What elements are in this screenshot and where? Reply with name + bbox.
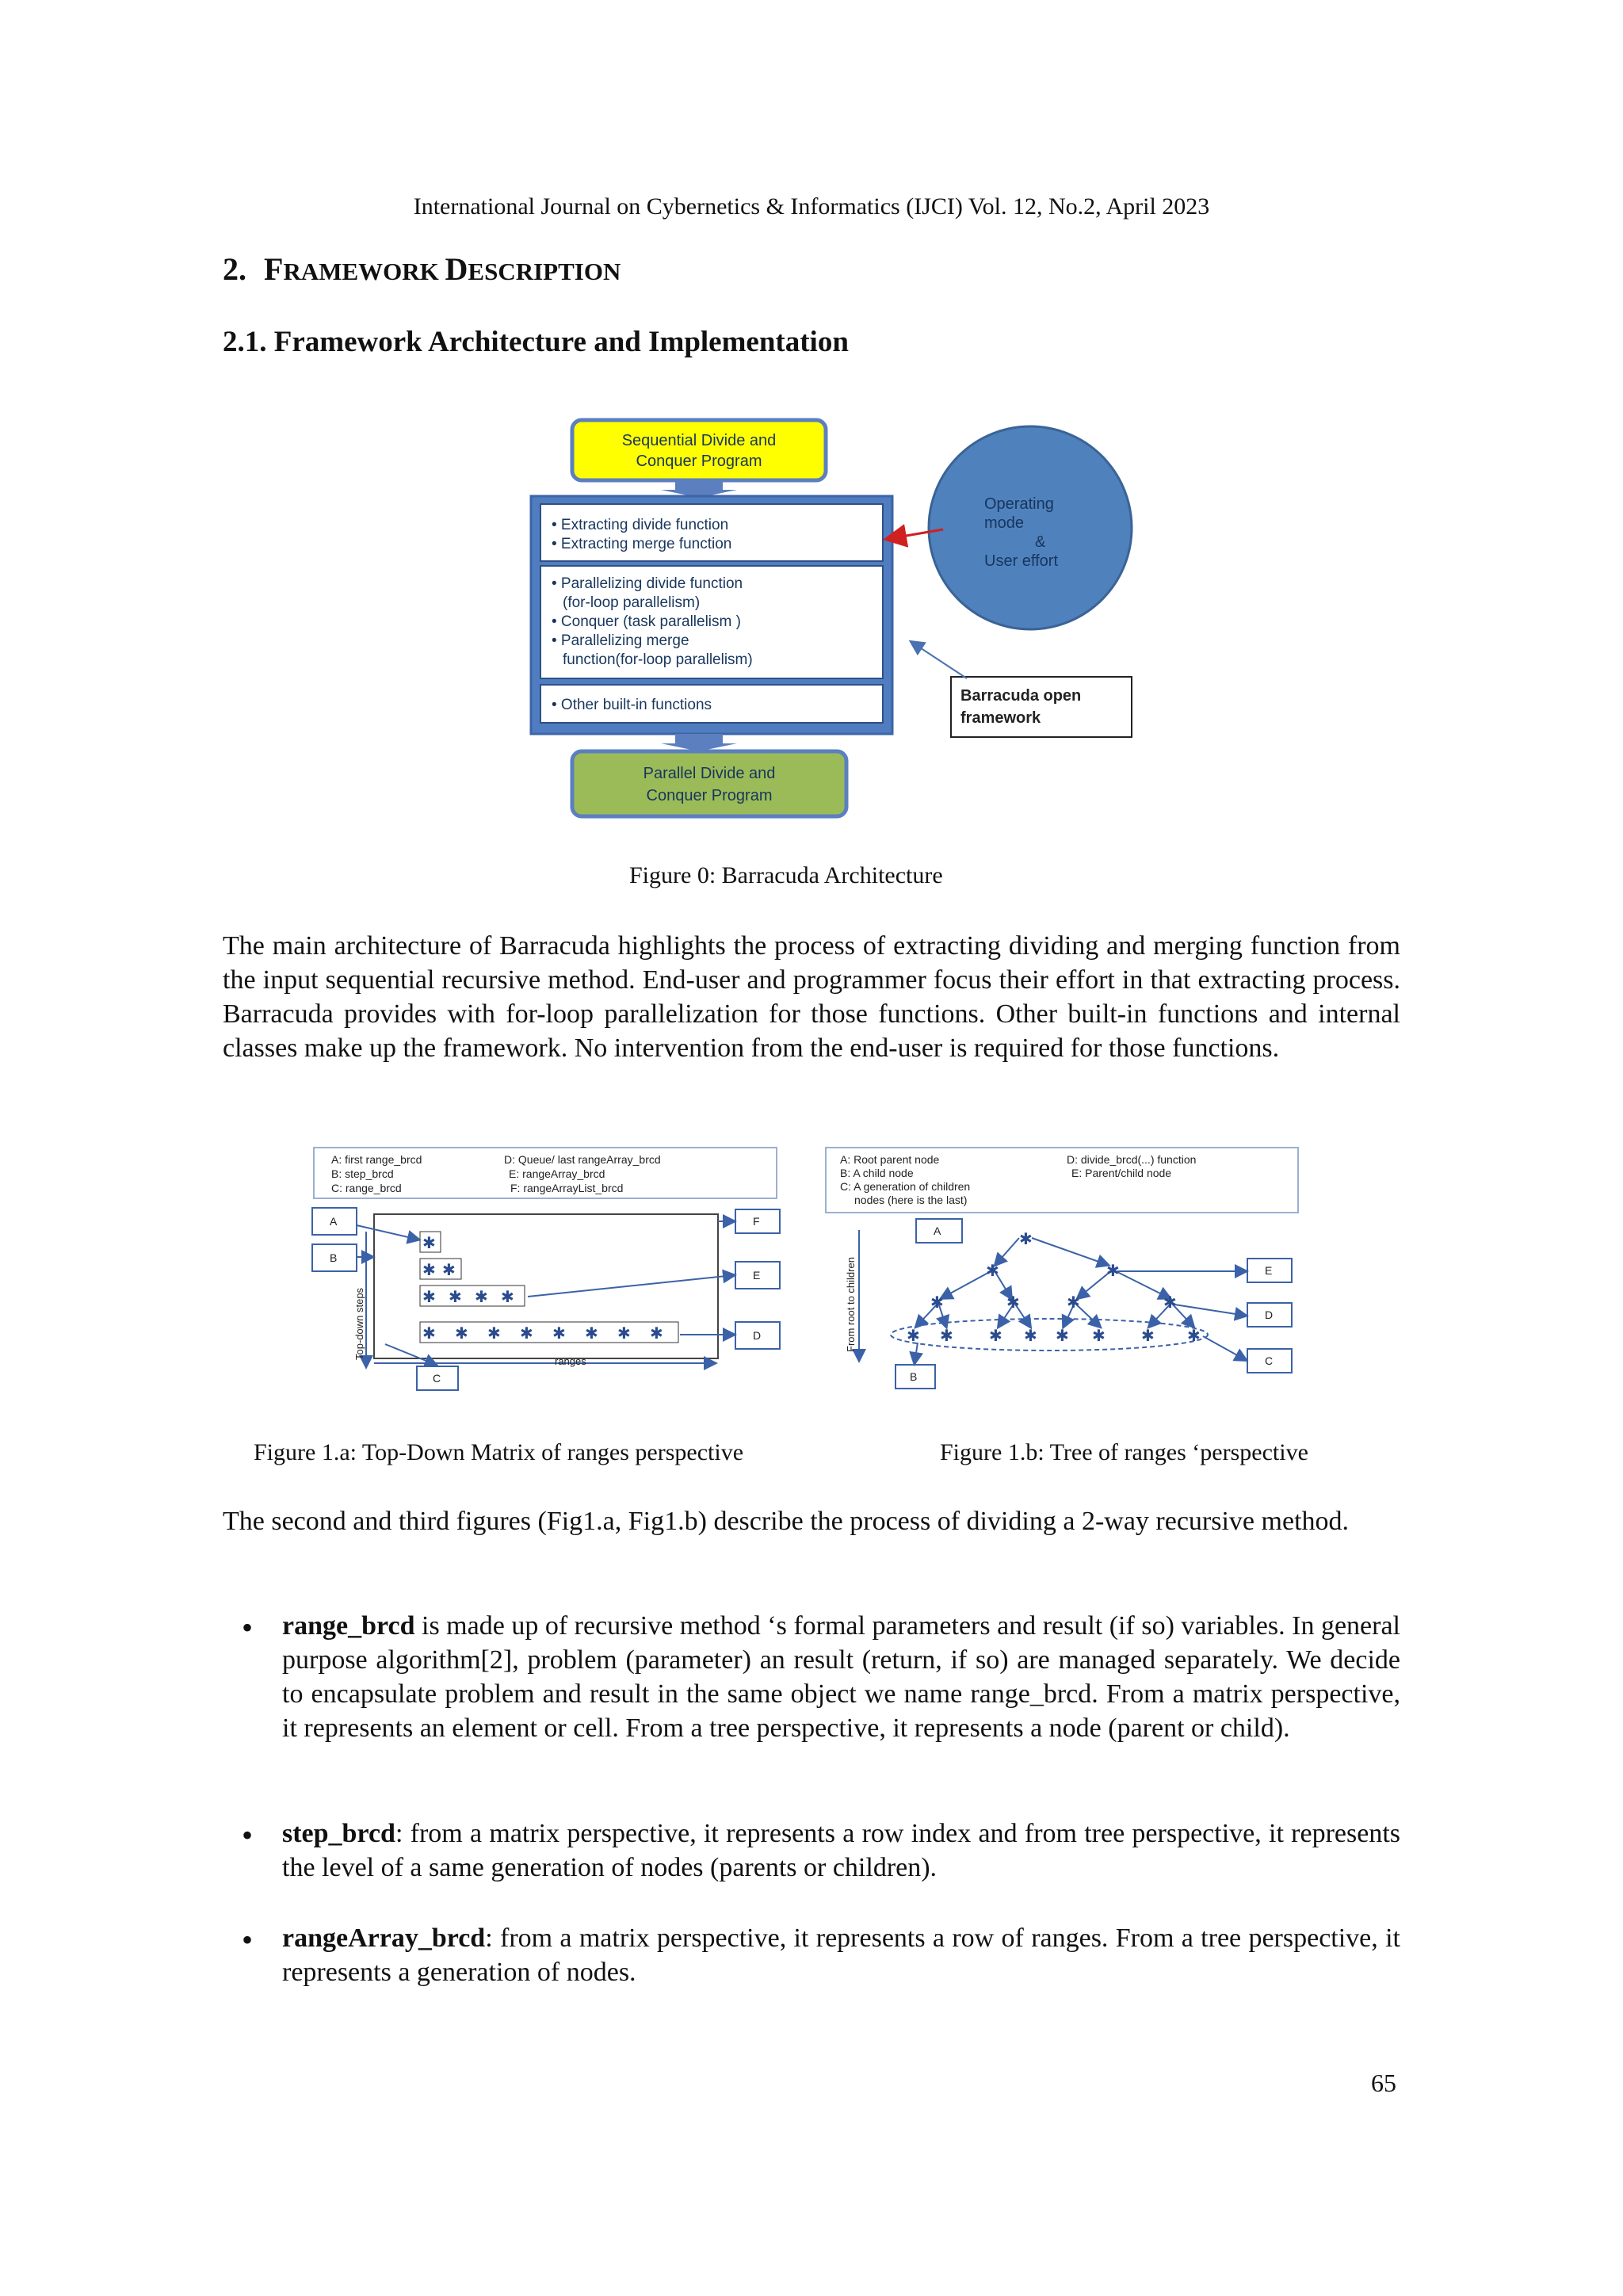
section2-line1: • Parallelizing divide function <box>552 575 743 592</box>
cell-icon: ✱ <box>501 1289 514 1306</box>
node-icon: ✱ <box>1092 1328 1106 1345</box>
node-icon: ✱ <box>1141 1328 1155 1345</box>
cell-icon: ✱ <box>520 1325 533 1343</box>
label-c: C <box>1265 1354 1274 1367</box>
cell-icon: ✱ <box>617 1325 631 1343</box>
section1-line2: • Extracting merge function <box>552 536 732 552</box>
cell-icon: ✱ <box>422 1262 436 1279</box>
section-title-cap2: D <box>445 251 468 287</box>
legend-c: C: A generation of children <box>840 1180 971 1193</box>
legend-d: D: divide_brcd(...) function <box>1067 1153 1197 1166</box>
y-axis-label: Top-down steps <box>353 1287 365 1360</box>
bullet-text: : from a matrix perspective, it represents a row of ranges. From a tree perspective, it represents a generation of nodes. <box>282 1924 1400 1987</box>
node-icon: ✱ <box>1019 1231 1033 1248</box>
generation-ellipse <box>891 1319 1208 1350</box>
circle-line4: User effort <box>984 552 1058 570</box>
paragraph-1: The main architecture of Barracuda highlights the process of extracting dividing and merging function from the input sequential recursive method. End-user and programmer focus their effort in that extracting process. Barracuda provides with for-loop parallelization for those functions. Other built-in functions and internal classes make up the framework. No intervention from the end-user is required for those functions. <box>223 931 1400 1063</box>
figure1a-matrix-diagram <box>309 1146 785 1393</box>
arrow-e-icon <box>528 1275 734 1297</box>
section2-line3: • Conquer (task parallelism ) <box>552 613 741 630</box>
bullet-item-range-brcd <box>282 1609 1400 1745</box>
legend-e: E: Parent/child node <box>1071 1167 1172 1179</box>
label-a: A <box>330 1215 338 1228</box>
down-arrow-icon <box>661 734 737 751</box>
legend-c2: nodes (here is the last) <box>854 1194 968 1206</box>
barracuda-line2: framework <box>960 709 1041 727</box>
sequential-program-box <box>572 420 826 480</box>
label-c: C <box>433 1372 441 1385</box>
legend-a: A: Root parent node <box>840 1153 940 1166</box>
bullet-item-rangearray-brcd <box>282 1921 1400 1989</box>
node-icon: ✱ <box>1024 1328 1037 1345</box>
barracuda-framework-box <box>951 677 1132 737</box>
section3-line1: • Other built-in functions <box>552 697 712 713</box>
barracuda-line1: Barracuda open <box>960 687 1082 705</box>
cell-icon: ✱ <box>422 1235 436 1252</box>
legend-b: B: step_brcd <box>331 1167 394 1180</box>
tree-nodes <box>907 1231 1201 1345</box>
cell-icon: ✱ <box>455 1325 468 1343</box>
operating-mode-circle <box>929 426 1132 629</box>
arrow-c-icon <box>385 1344 436 1365</box>
bullet-item-step-brcd <box>282 1817 1400 1885</box>
top-box-line2: Conquer Program <box>636 453 762 470</box>
legend-c: C: range_brcd <box>331 1182 402 1194</box>
circle-line3: & <box>1035 533 1046 551</box>
node-icon: ✱ <box>1106 1263 1120 1280</box>
legend-d: D: Queue/ last rangeArray_brcd <box>504 1153 661 1166</box>
page-number: 65 <box>1371 2069 1396 2097</box>
figure0-caption: Figure 0: Barracuda Architecture <box>629 862 943 888</box>
cell-icon: ✱ <box>650 1325 663 1343</box>
label-d: D <box>1265 1308 1274 1321</box>
cell-icon: ✱ <box>422 1325 436 1343</box>
node-icon: ✱ <box>1163 1294 1177 1312</box>
bullet-marker: • <box>242 1817 254 1853</box>
cell-icon: ✱ <box>552 1325 566 1343</box>
bullet-text: : from a matrix perspective, it represents a row index and from tree perspective, it represents the level of a same generation of nodes (parents or children). <box>282 1819 1400 1882</box>
node-icon: ✱ <box>989 1328 1002 1345</box>
legend-e: E: rangeArray_brcd <box>509 1167 605 1180</box>
node-icon: ✱ <box>1187 1328 1201 1345</box>
node-icon: ✱ <box>940 1328 953 1345</box>
top-box-line1: Sequential Divide and <box>621 432 777 449</box>
label-a: A <box>934 1224 941 1237</box>
journal-header: International Journal on Cybernetics & Informatics (IJCI) Vol. 12, No.2, April 2023 <box>413 193 1210 220</box>
cell-icon: ✱ <box>585 1325 598 1343</box>
legend-f: F: rangeArrayList_brcd <box>510 1182 624 1194</box>
node-icon: ✱ <box>1067 1294 1080 1312</box>
label-f: F <box>753 1215 760 1228</box>
section-title-cap1: F <box>264 251 284 287</box>
cell-icon: ✱ <box>449 1289 462 1306</box>
y-axis-label: From root to children <box>845 1257 857 1352</box>
figure1b-tree-diagram <box>823 1146 1314 1393</box>
bullet-term: step_brcd <box>282 1819 395 1848</box>
figure1a-caption: Figure 1.a: Top-Down Matrix of ranges perspective <box>254 1439 744 1465</box>
label-b: B <box>910 1370 918 1383</box>
circle-line2: mode <box>984 514 1025 532</box>
node-icon: ✱ <box>986 1263 999 1280</box>
legend-a: A: first range_brcd <box>331 1153 422 1166</box>
cell-icon: ✱ <box>442 1262 456 1279</box>
bottom-box-line1: Parallel Divide and <box>643 765 776 782</box>
node-icon: ✱ <box>1006 1294 1020 1312</box>
legend-b: B: A child node <box>840 1167 914 1179</box>
section1-line1: • Extracting divide function <box>552 517 729 533</box>
cell-icon: ✱ <box>487 1325 501 1343</box>
circle-line1: Operating <box>984 495 1054 513</box>
section2-line5: function(for-loop parallelism) <box>563 651 753 668</box>
figure0-architecture-diagram <box>523 412 1149 824</box>
pointer-arrow-icon <box>911 642 967 678</box>
figure1b-caption: Figure 1.b: Tree of ranges ‘perspective <box>940 1439 1308 1465</box>
label-d: D <box>753 1329 762 1342</box>
section-number: 2. <box>223 251 246 287</box>
bullet-text: is made up of recursive method ‘s formal parameters and result (if so) variables. In general purpose algorithm[2], problem (parameter) an result (return, if so) are managed separately. We decide to encapsulate problem and result in the same object we name range_brcd. From a matrix perspective, it represents an element or cell. From a tree perspective, it represents a node (parent or child). <box>282 1611 1400 1743</box>
node-icon: ✱ <box>930 1294 944 1312</box>
node-icon: ✱ <box>1056 1328 1069 1345</box>
section-title-rest1: RAMEWORK <box>283 258 445 285</box>
cell-icon: ✱ <box>475 1289 488 1306</box>
section2-line4: • Parallelizing merge <box>552 632 689 649</box>
label-e: E <box>1265 1264 1273 1277</box>
bottom-box-line2: Conquer Program <box>646 787 773 804</box>
bullet-marker: • <box>242 1610 254 1645</box>
section-heading <box>223 250 621 288</box>
section-title-rest2: ESCRIPTION <box>468 258 621 285</box>
parallel-program-box <box>572 751 846 816</box>
subsection-heading: 2.1. Framework Architecture and Implementation <box>223 326 849 358</box>
cell-icon: ✱ <box>422 1289 436 1306</box>
bullet-marker: • <box>242 1922 254 1958</box>
bullet-term: range_brcd <box>282 1611 415 1641</box>
label-e: E <box>753 1269 761 1282</box>
matrix-cells <box>420 1232 678 1343</box>
x-axis-label: ranges <box>555 1355 586 1367</box>
bullet-term: rangeArray_brcd <box>282 1924 486 1953</box>
paragraph-2: The second and third figures (Fig1.a, Fig1.b) describe the process of dividing a 2-way recursive method. <box>223 1507 1350 1536</box>
section2-line2: (for-loop parallelism) <box>563 594 701 611</box>
node-icon: ✱ <box>907 1328 920 1345</box>
label-b: B <box>330 1251 338 1264</box>
